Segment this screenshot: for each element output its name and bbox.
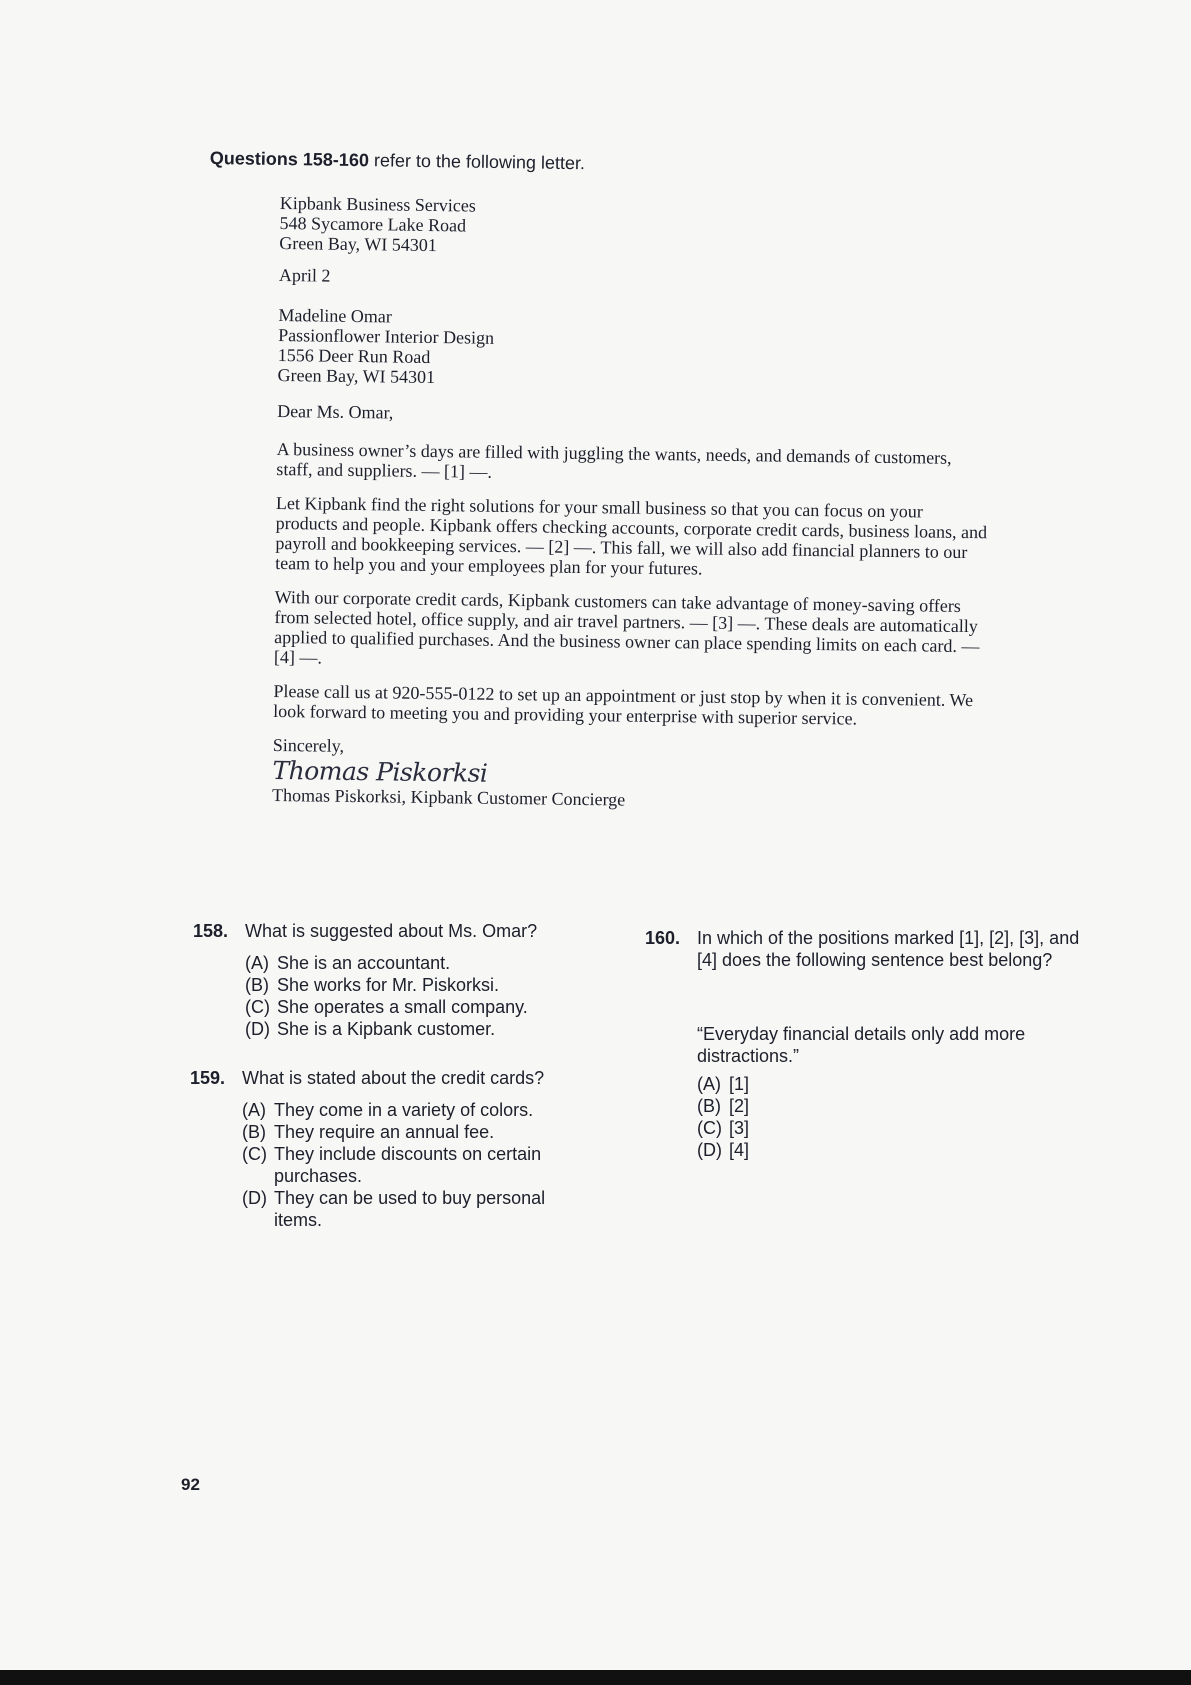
recipient-street: 1556 Deer Run Road — [277, 344, 431, 367]
question-text: In which of the positions marked [1], [2], [3], and [4] does the following sentence best belong? — [697, 928, 1080, 970]
signer-line: Thomas Piskorksi, Kipbank Customer Concierge — [271, 784, 626, 810]
option-label: (C) — [697, 1118, 722, 1138]
question-159 — [190, 1067, 590, 1247]
letter-paragraph-1: A business owner’s days are filled with juggling the wants, needs, and demands of customers, staff, and suppliers. — [1] —. — [276, 438, 952, 482]
option-label: (D) — [697, 1140, 722, 1160]
option-text: [2] — [729, 1096, 750, 1116]
letter-date: April 2 — [278, 264, 331, 286]
page-number: 92 — [181, 1475, 200, 1494]
recipient-company: Passionflower Interior Design — [278, 324, 495, 348]
option-a[interactable] — [697, 1073, 749, 1095]
question-text: What is suggested about Ms. Omar? — [245, 921, 538, 941]
sender-street: 548 Sycamore Lake Road — [279, 212, 467, 236]
option-label: (B) — [245, 975, 269, 995]
scan-edge — [0, 1670, 1191, 1685]
question-number: 159. — [190, 1068, 226, 1088]
letter-paragraph-2: Let Kipbank find the right solutions for your small business so that you can focus on your products and people. Kipbank offers checking accounts, corporate credit cards, business loans, and payroll and bookkeeping services. — [2] —. This fall, we will also add financial planners to our team to help you and your employees plan for your futures. — [275, 492, 988, 579]
recipient-city: Green Bay, WI 54301 — [277, 364, 436, 388]
option-text: They require an annual fee. — [274, 1122, 495, 1142]
option-b[interactable] — [697, 1095, 749, 1117]
option-label: (B) — [242, 1122, 266, 1142]
option-text: She works for Mr. Piskorksi. — [277, 975, 500, 995]
intro-text: refer to the following letter. — [368, 150, 586, 174]
option-a[interactable] — [242, 1099, 533, 1121]
question-number: 158. — [193, 921, 229, 941]
section-intro — [210, 148, 585, 174]
option-label: (A) — [245, 953, 269, 973]
option-text: She is an accountant. — [277, 953, 451, 973]
option-label: (C) — [245, 997, 270, 1017]
option-label: (B) — [697, 1096, 721, 1116]
option-c[interactable] — [245, 996, 528, 1018]
option-label: (D) — [245, 1019, 270, 1039]
sender-city: Green Bay, WI 54301 — [279, 232, 437, 256]
option-text: They include discounts on certain purchases. — [274, 1144, 542, 1186]
option-c[interactable] — [242, 1143, 562, 1187]
handwritten-signature: Thomas Piskorksi — [272, 755, 488, 788]
recipient-name: Madeline Omar — [278, 304, 392, 327]
option-d[interactable] — [697, 1139, 749, 1161]
option-a[interactable] — [245, 952, 450, 974]
quoted-sentence: “Everyday financial details only add more distractions.” — [697, 1024, 1026, 1066]
option-text: She operates a small company. — [277, 997, 528, 1017]
option-label: (C) — [242, 1144, 267, 1164]
question-text: What is stated about the credit cards? — [242, 1068, 545, 1088]
sender-name: Kipbank Business Services — [279, 193, 476, 216]
option-c[interactable] — [697, 1117, 749, 1139]
option-label: (A) — [697, 1074, 721, 1094]
recipient-address — [277, 305, 990, 394]
question-158 — [193, 920, 593, 1050]
question-160 — [645, 927, 1085, 1167]
salutation: Dear Ms. Omar, — [277, 400, 394, 423]
closing: Sincerely, — [272, 734, 345, 756]
option-text: They can be used to buy personal items. — [274, 1188, 546, 1230]
option-label: (A) — [242, 1100, 266, 1120]
letter-paragraph-4: Please call us at 920-555-0122 to set up an appointment or just stop by when it is convenient. We look forward to meeting you and providing your enterprise with superior service. — [273, 680, 974, 729]
option-text: [4] — [729, 1140, 750, 1160]
option-text: [3] — [729, 1118, 750, 1138]
option-text: She is a Kipbank customer. — [277, 1019, 496, 1039]
sender-address — [279, 193, 992, 262]
option-label: (D) — [242, 1188, 267, 1208]
questions-range: Questions 158-160 — [209, 148, 370, 171]
option-d[interactable] — [242, 1187, 562, 1231]
letter — [272, 193, 992, 814]
letter-paragraph-3: With our corporate credit cards, Kipbank customers can take advantage of money-saving offers from selected hotel, office supply, and air travel partners. — [3] —. These deals are automatically applied to qualified purchases. And the business owner can place spending limits on each card. — [4] —. — [273, 586, 980, 668]
question-number: 160. — [645, 928, 681, 948]
option-b[interactable] — [242, 1121, 494, 1143]
option-b[interactable] — [245, 974, 499, 996]
option-text: [1] — [729, 1074, 750, 1094]
option-d[interactable] — [245, 1018, 495, 1040]
option-text: They come in a variety of colors. — [274, 1100, 534, 1120]
